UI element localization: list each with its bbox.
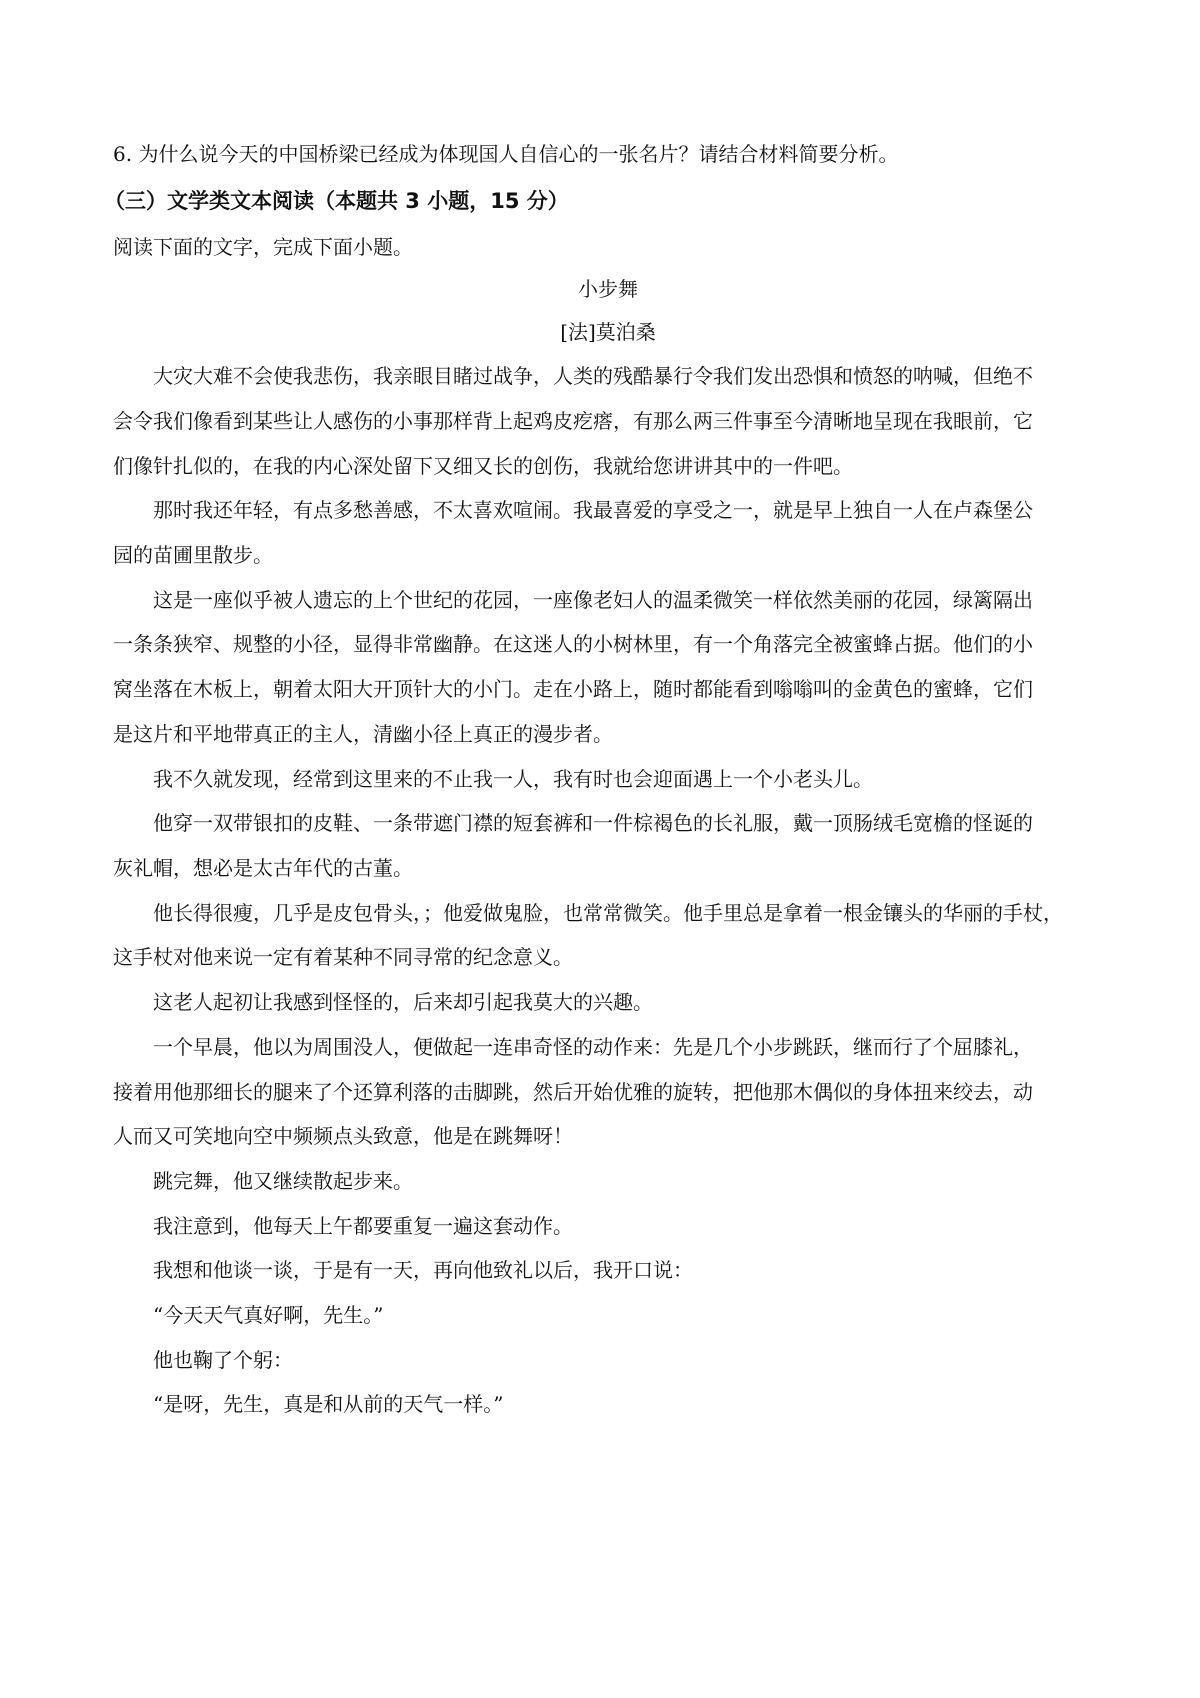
paragraph-line: 窝坐落在木板上，朝着太阳大开顶针大的小门。走在小路上，随时都能看到嗡嗡叫的金黄色的蜜蜂，它们 [113, 677, 1033, 701]
paragraph-line: 这老人起初让我感到怪怪的，后来却引起我莫大的兴趣。 [153, 990, 653, 1014]
paragraph-line: 一条条狭窄、规整的小径，显得非常幽静。在这迷人的小树林里，有一个角落完全被蜜蜂占据。他们的小 [113, 632, 1033, 656]
question-6: 6. 为什么说今天的中国桥梁已经成为体现国人自信心的一张名片？请结合材料简要分析。 [113, 142, 899, 166]
paragraph-line: 他也鞠了个躬： [153, 1348, 293, 1372]
section-heading: （三）文学类文本阅读（本题共 3 小题，15 分） [104, 189, 569, 213]
paragraph-line: 一个早晨，他以为周围没人，便做起一连串奇怪的动作来：先是几个小步跳跃，继而行了个屈膝礼， [153, 1035, 1033, 1059]
dialogue-line: “今天天气真好啊，先生。” [153, 1303, 384, 1327]
paragraph-line: 这是一座似乎被人遗忘的上个世纪的花园，一座像老妇人的温柔微笑一样依然美丽的花园，绿篱隔出 [153, 588, 1033, 612]
paragraph-line: 大灾大难不会使我悲伤，我亲眼目睹过战争，人类的残酷暴行令我们发出恐惧和愤怒的呐喊，但绝不 [153, 364, 1033, 388]
paragraph-line: 人而又可笑地向空中频频点头致意，他是在跳舞呀！ [113, 1124, 573, 1148]
paragraph-line: 我想和他谈一谈，于是有一天，再向他致礼以后，我开口说： [153, 1258, 693, 1282]
dialogue-line: “是呀，先生，真是和从前的天气一样。” [153, 1392, 504, 1416]
paragraph-line: 接着用他那细长的腿来了个还算利落的击脚跳，然后开始优雅的旋转，把他那木偶似的身体扭来绞去，动 [113, 1080, 1033, 1104]
paragraph-line: 们像针扎似的，在我的内心深处留下又细又长的创伤，我就给您讲讲其中的一件吧。 [113, 454, 853, 478]
paragraph-line: 他穿一双带银扣的皮鞋、一条带遮门襟的短套裤和一件棕褐色的长礼服，戴一顶肠绒毛宽檐的怪诞的 [153, 811, 1033, 835]
paragraph-line: 我注意到，他每天上午都要重复一遍这套动作。 [153, 1214, 573, 1238]
paragraph-line: 那时我还年轻，有点多愁善感，不太喜欢喧闹。我最喜爱的享受之一，就是早上独自一人在卢森堡公 [153, 498, 1033, 522]
paragraph-line: 他长得很瘦，几乎是皮包骨头，；他爱做鬼脸，也常常微笑。他手里总是拿着一根金镶头的华丽的手杖， [153, 901, 1063, 925]
instruction-text: 阅读下面的文字，完成下面小题。 [113, 235, 413, 259]
paragraph-line: 会令我们像看到某些让人感伤的小事那样背上起鸡皮疙瘩，有那么两三件事至今清晰地呈现在我眼前，它 [113, 409, 1033, 433]
paragraph-line: 园的苗圃里散步。 [113, 543, 273, 567]
paragraph-line: 跳完舞，他又继续散起步来。 [153, 1169, 413, 1193]
story-author: [法]莫泊桑 [560, 320, 656, 344]
paragraph-line: 这手杖对他来说一定有着某种不同寻常的纪念意义。 [113, 945, 573, 969]
story-title: 小步舞 [578, 277, 638, 301]
paragraph-line: 我不久就发现，经常到这里来的不止我一人，我有时也会迎面遇上一个小老头儿。 [153, 767, 873, 791]
paragraph-line: 是这片和平地带真正的主人，清幽小径上真正的漫步者。 [113, 722, 613, 746]
paragraph-line: 灰礼帽，想必是太古年代的古董。 [113, 856, 413, 880]
